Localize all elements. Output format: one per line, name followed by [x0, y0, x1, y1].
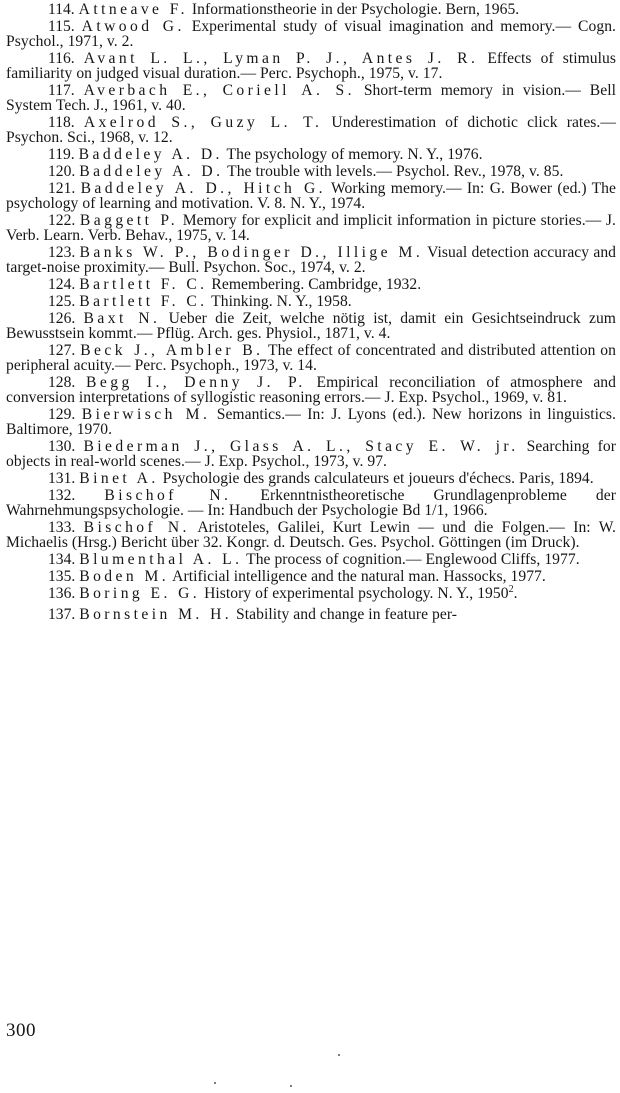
reference-number: 132. — [48, 487, 76, 504]
reference-number: 130. — [48, 438, 76, 455]
reference-entry — [6, 471, 616, 486]
reference-author: Biederman J., Glass A. L., Stacy E. W. jr. — [83, 438, 519, 455]
reference-text-end: . — [513, 585, 518, 602]
reference-text: Searching for objects in real-world scenes.— J. Exp. Psychol., 1973, v. 97. — [6, 438, 616, 470]
reference-author: Beck J., Ambler B. — [80, 342, 264, 359]
reference-number: 115. — [48, 18, 75, 35]
reference-entry — [6, 83, 616, 113]
reference-entry — [6, 51, 616, 81]
reference-number: 123. — [48, 244, 76, 261]
reference-entry — [6, 181, 616, 211]
reference-author: Bierwisch M. — [81, 406, 211, 423]
reference-number: 119. — [48, 146, 75, 163]
reference-number: 133. — [48, 519, 76, 536]
reference-entry — [6, 213, 616, 243]
reference-entry — [6, 164, 616, 179]
reference-text: Artificial intelligence and the natural man. Hassocks, 1977. — [169, 568, 546, 585]
book-page — [6, 2, 616, 1087]
reference-text: Working memory.— In: G. Bower (ed.) The psychology of learning and motivation. V. 8. N. Y., 1974. — [6, 180, 617, 212]
reference-number: 118. — [48, 114, 75, 131]
reference-text: The process of cognition.— Englewood Cliffs, 1977. — [242, 551, 580, 568]
reference-entry — [6, 569, 616, 584]
reference-number: 127. — [48, 342, 76, 359]
edition-superscript: 2 — [508, 583, 514, 595]
scan-speck — [214, 1082, 216, 1084]
reference-text: Visual detection accuracy and target-noise proximity.— Bull. Psychon. Soc., 1974, v. 2. — [6, 244, 617, 276]
reference-entry — [6, 311, 616, 341]
scan-speck — [338, 1054, 340, 1056]
reference-number: 116. — [48, 50, 75, 67]
reference-text: Ueber die Zeit, welche nötig ist, damit ein Gesichtseindruck zum Bewusstsein kommt.— Pflüg. Arch. ges. Physiol., 1871, v. 4. — [6, 310, 616, 342]
reference-author: Begg I., Denny J. P. — [86, 374, 306, 391]
reference-entry — [6, 488, 616, 518]
reference-number: 128. — [48, 374, 76, 391]
reference-author: Baddeley A. D. — [79, 163, 224, 180]
reference-entry — [6, 115, 616, 145]
reference-author: Atwood G. — [81, 18, 185, 35]
reference-text: Experimental study of visual imagination and memory.— Cogn. Psychol., 1971, v. 2. — [6, 18, 616, 50]
reference-author: Bornstein M. H. — [79, 606, 233, 623]
reference-author: Blumenthal A. L. — [79, 551, 243, 568]
reference-text: Thinking. N. Y., 1958. — [207, 293, 352, 310]
reference-author: Banks W. P., Bodinger D., Illige M. — [79, 244, 424, 261]
reference-author: Attneave F. — [78, 1, 188, 18]
scan-speck — [290, 1085, 292, 1087]
reference-text: Aristoteles, Galilei, Kurt Lewin — und die Folgen.— In: W. Michaelis (Hrsg.) Bericht über 32. Kongr. d. Deutsch. Ges. Psychol. Göttingen (im Druck). — [6, 519, 616, 551]
reference-list — [6, 2, 616, 624]
reference-entry — [6, 343, 616, 373]
reference-author: Bartlett F. C. — [79, 293, 208, 310]
reference-number: 131. — [48, 470, 76, 487]
reference-entry — [6, 245, 616, 275]
reference-author: Bischof N. — [83, 519, 190, 536]
reference-text: Remembering. Cambridge, 1932. — [207, 276, 422, 293]
reference-author: Averbach E., Coriell A. S. — [83, 82, 355, 99]
reference-number: 135. — [48, 568, 76, 585]
reference-entry — [6, 294, 616, 309]
reference-author: Axelrod S., Guzy L. T. — [83, 114, 323, 131]
reference-number: 129. — [48, 406, 76, 423]
reference-author: Boden M. — [79, 568, 170, 585]
reference-entry — [6, 147, 616, 162]
reference-author: Baddeley A. D. — [78, 146, 223, 163]
reference-number: 125. — [48, 293, 76, 310]
reference-author: Bischof N. — [104, 487, 232, 504]
reference-entry — [6, 439, 616, 469]
reference-text: Psychologie des grands calculateurs et joueurs d'échecs. Paris, 1894. — [158, 470, 594, 487]
reference-number: 134. — [48, 551, 76, 568]
reference-number: 117. — [48, 82, 75, 99]
reference-number: 121. — [48, 180, 76, 197]
reference-entry — [6, 407, 616, 437]
reference-number: 124. — [48, 276, 76, 293]
reference-author: Baddeley A. D., Hitch G. — [80, 180, 326, 197]
reference-author: Baggett P. — [79, 212, 179, 229]
reference-text: The trouble with levels.— Psychol. Rev., 1978, v. 85. — [223, 163, 564, 180]
reference-text: Underestimation of dichotic click rates.— Psychon. Sci., 1968, v. 12. — [6, 114, 617, 146]
reference-text: Effects of stimulus familiarity on judged visual duration.— Perc. Psychoph., 1975, v. 17. — [6, 50, 617, 82]
reference-entry — [6, 552, 616, 567]
reference-text: Erkenntnistheoretische Grundlagenprobleme der Wahrnehmungspsychologie. — In: Handbuch der Psychologie Bd 1/1, 1966. — [6, 487, 616, 519]
reference-number: 122. — [48, 212, 76, 229]
reference-author: Boring E. G. — [79, 585, 201, 602]
reference-number: 114. — [48, 1, 75, 18]
reference-number: 136. — [48, 585, 76, 602]
reference-author: Avant L. L., Lyman P. J., Antes J. R. — [83, 50, 479, 67]
reference-author: Baxt N. — [83, 310, 161, 327]
reference-author: Bartlett F. C. — [79, 276, 208, 293]
reference-text: Stability and change in feature per- — [232, 606, 458, 623]
reference-entry — [6, 2, 616, 17]
reference-entry — [6, 375, 616, 405]
reference-text: The psychology of memory. N. Y., 1976. — [222, 146, 483, 163]
reference-text: Memory for explicit and implicit information in picture stories.— J. Verb. Learn. Verb. Behav., 1975, v. 14. — [6, 212, 616, 244]
reference-text: Empirical reconciliation of atmosphere and conversion interpretations of syllogistic reasoning errors.— J. Exp. Psychol., 1969, v. 81. — [6, 374, 616, 406]
reference-number: 137. — [48, 606, 76, 623]
reference-entry — [6, 277, 616, 292]
reference-author: Binet A. — [79, 470, 159, 487]
reference-entry — [6, 607, 616, 622]
page-number: 300 — [6, 1020, 36, 1041]
reference-text: Semantics.— In: J. Lyons (ed.). New horizons in linguistics. Baltimore, 1970. — [6, 406, 616, 438]
reference-text: Short-term memory in vision.— Bell System Tech. J., 1961, v. 40. — [6, 82, 616, 114]
reference-text: History of experimental psychology. N. Y., 1950 — [200, 585, 509, 602]
reference-number: 120. — [48, 163, 76, 180]
reference-entry — [6, 19, 616, 49]
reference-text: The effect of concentrated and distributed attention on peripheral acuity.— Perc. Psychoph., 1973, v. 14. — [6, 342, 616, 374]
reference-text: Informationstheorie in der Psychologie. Bern, 1965. — [187, 1, 520, 18]
reference-entry — [6, 520, 616, 550]
reference-entry — [6, 583, 616, 602]
reference-number: 126. — [48, 310, 76, 327]
